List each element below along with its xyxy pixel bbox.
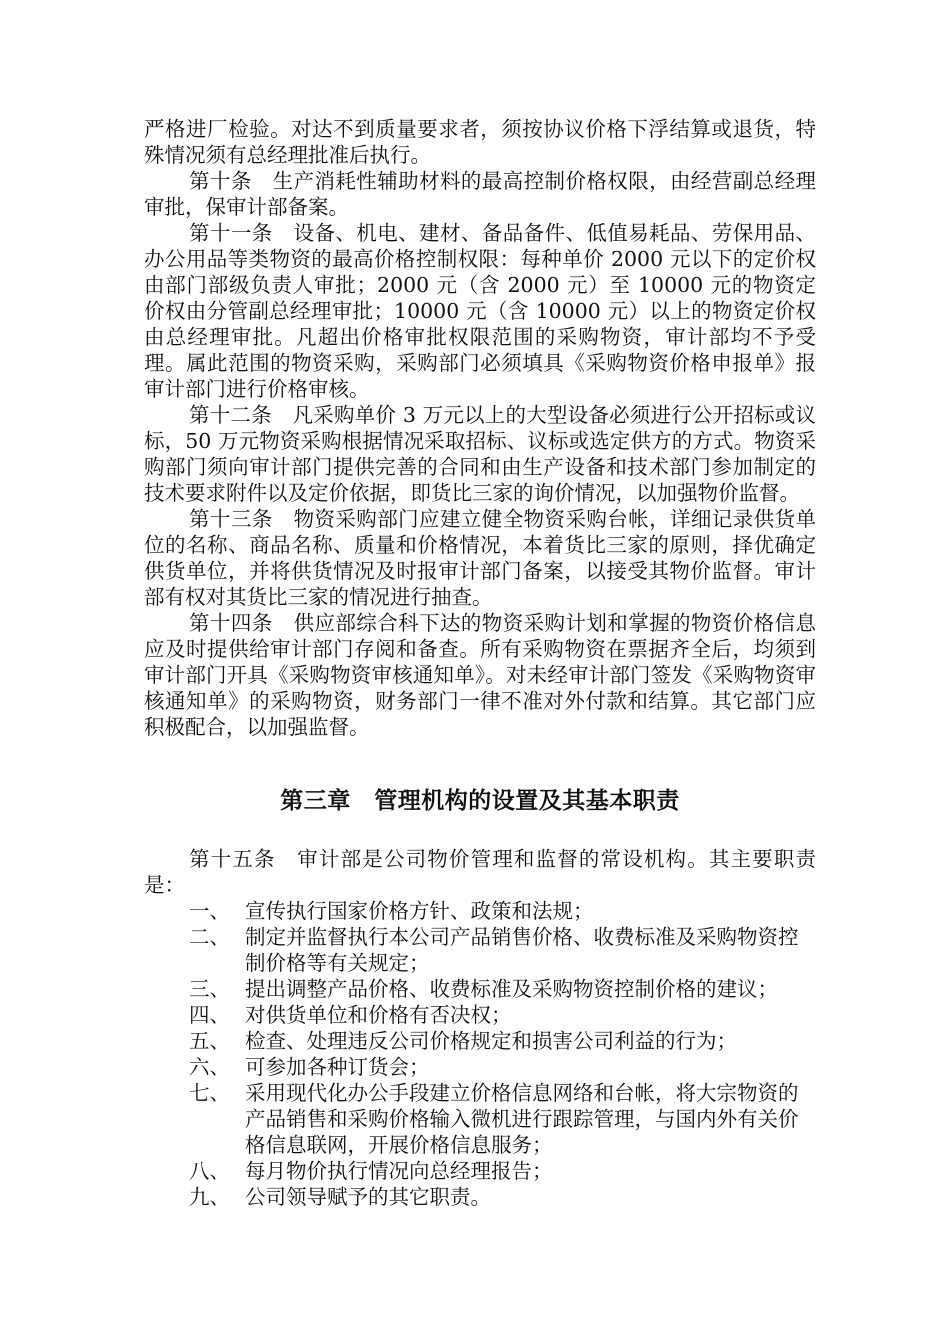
duty-text: 制定并监督执行本公司产品销售价格、收费标准及采购物资控制价格等有关规定； [245,925,799,975]
duty-item [144,1184,816,1210]
duty-item [144,1054,816,1080]
duty-text: 对供货单位和价格有否决权； [245,1003,512,1027]
chapter-title: 第三章 管理机构的设置及其基本职责 [280,787,680,814]
duty-number: 七、 [189,1081,230,1105]
duty-number: 三、 [189,977,230,1001]
paragraph-continuation: 严格进厂检验。对达不到质量要求者，须按协议价格下浮结算或退货，特殊情况须有总经理批准后执行。 [144,117,816,167]
article-11: 第十一条 设备、机电、建材、备品备件、低值易耗品、劳保用品、办公用品等类物资的最高价格控制权限：每种单价 2000 元以下的定价权由部门部级负责人审批；2000 元（含 2000 元）至 10000 元的物资定价权由分管副总经理审批；10000 元（含 10000 元）以上的物资定价权由总经理审批。凡超出价格审批权限范围的采购物资，审计部均不予受理。属此范围的物资采购，采购部门必须填具《采购物资价格申报单》报审计部门进行价格审核。 [144,221,816,401]
article-15: 第十五条 审计部是公司物价管理和监督的常设机构。其主要职责是： [144,847,816,897]
duty-number: 四、 [189,1003,230,1027]
duty-number: 八、 [189,1159,230,1183]
article-12: 第十二条 凡采购单价 3 万元以上的大型设备必须进行公开招标或议标，50 万元物资采购根据情况采取招标、议标或选定供方的方式。物资采购部门须向审计部门提供完善的合同和由生产设备和技术部门参加制定的技术要求附件以及定价依据，即货比三家的询价情况，以加强物价监督。 [144,403,816,505]
duty-text: 提出调整产品价格、收费标准及采购物资控制价格的建议； [245,977,778,1001]
document-body [144,116,816,1210]
duty-number: 一、 [189,899,230,923]
duty-text: 检查、处理违反公司价格规定和损害公司利益的行为； [245,1029,737,1053]
duty-text: 采用现代化办公手段建立价格信息网络和台帐，将大宗物资的产品销售和采购价格输入微机进行跟踪管理，与国内外有关价格信息联网，开展价格信息服务； [245,1081,799,1157]
duty-text: 可参加各种订货会； [245,1055,430,1079]
duty-number: 九、 [189,1185,230,1209]
duty-item [144,1002,816,1028]
duty-number: 五、 [189,1029,230,1053]
duty-item [144,1028,816,1054]
duty-item [144,976,816,1002]
duty-text: 每月物价执行情况向总经理报告； [245,1159,553,1183]
duties-list [144,898,816,1210]
duty-text: 宣传执行国家价格方针、政策和法规； [245,899,594,923]
duty-item [144,1158,816,1184]
duty-text: 公司领导赋予的其它职责。 [245,1185,491,1209]
article-10: 第十条 生产消耗性辅助材料的最高控制价格权限，由经营副总经理审批，保审计部备案。 [144,169,816,219]
duty-item [144,1080,816,1158]
article-14: 第十四条 供应部综合科下达的物资采购计划和掌握的物资价格信息应及时提供给审计部门存阅和备查。所有采购物资在票据齐全后，均须到审计部门开具《采购物资审核通知单》。对未经审计部门签发《采购物资审核通知单》的采购物资，财务部门一律不准对外付款和结算。其它部门应积极配合，以加强监督。 [144,611,816,739]
duty-item [144,924,816,976]
duty-number: 二、 [189,925,230,949]
article-13: 第十三条 物资采购部门应建立健全物资采购台帐，详细记录供货单位的名称、商品名称、质量和价格情况，本着货比三家的原则，择优确定供货单位，并将供货情况及时报审计部门备案，以接受其物价监督。审计部有权对其货比三家的情况进行抽查。 [144,507,816,609]
duty-item [144,898,816,924]
duty-number: 六、 [189,1055,230,1079]
